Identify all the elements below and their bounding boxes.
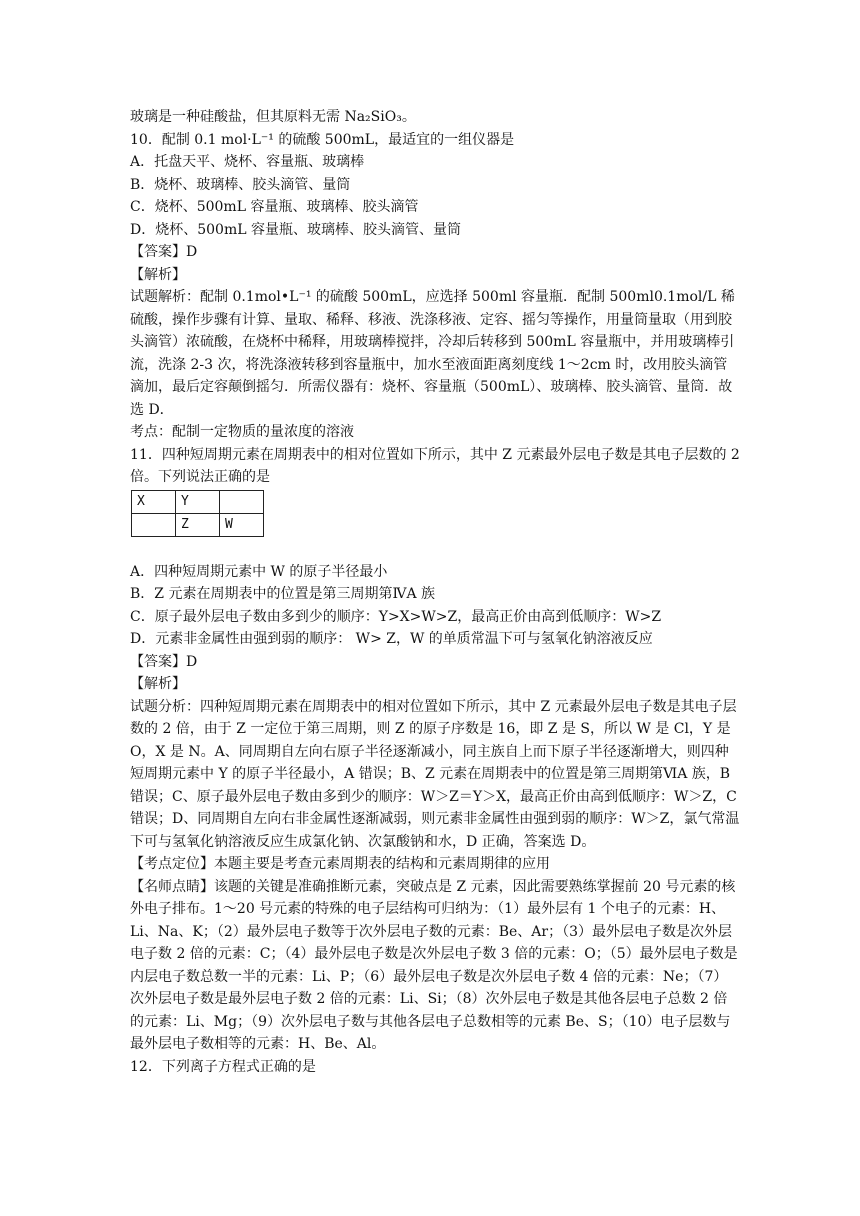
- answer-label: 【答案】D: [130, 244, 198, 260]
- exam-point-location: 【考点定位】本题主要是考查元素周期表的结构和元素周期律的应用: [130, 856, 550, 872]
- table-row: [132, 513, 264, 536]
- option-c: C．原子最外层电子数由多到少的顺序：Y>X>W>Z，最高正价由高到低顺序：W>Z: [130, 608, 662, 625]
- question-12-stem: 12．下列离子方程式正确的是: [130, 1058, 316, 1075]
- analysis-paragraph: 试题解析：配制 0.1mol•L⁻¹ 的硫酸 500mL，应选择 500ml 容量瓶．配制 500ml0.1mol/L 稀硫酸，操作步骤有计算、量取、稀释、移液、洗涤移液、定容、摇匀等操作，用量筒量取（用到胶头滴管）浓硫酸，在烧杯中稀释，用玻璃棒搅拌，冷却后转移到 500mL 容量瓶中，并用玻璃棒引流，洗涤 2-3 次，将洗涤液转移到容量瓶中，加水至液面距离刻度线 1～2cm 时，改用胶头滴管滴加，最后定容颠倒摇匀．所需仪器有：烧杯、容量瓶（500mL）、玻璃棒、胶头滴管、量筒．故选 D．: [130, 289, 735, 418]
- text-line: 玻璃是一种硅酸盐，但其原料无需 Na₂SiO₃。: [130, 109, 416, 125]
- option-a: A．四种短周期元素中 W 的原子半径最小: [130, 563, 388, 580]
- analysis-label: 【解析】: [130, 676, 186, 692]
- table-cell: Z: [176, 513, 220, 536]
- table-cell: W: [220, 513, 264, 536]
- table-cell: X: [132, 490, 176, 513]
- option-a: A．托盘天平、烧杯、容量瓶、玻璃棒: [130, 154, 365, 170]
- document-body: [130, 106, 740, 1078]
- knowledge-point: 考点：配制一定物质的量浓度的溶液: [130, 424, 354, 440]
- teacher-tip: 【名师点睛】该题的关键是准确推断元素，突破点是 Z 元素，因此需要熟练掌握前 20 号元素的核外电子排布。1～20 号元素的特殊的电子层结构可归纳为：（1）最外层有 1 个电子的元素：H、Li、Na、K；（2）最外层电子数等于次外层电子数的元素：Be、Ar；（3）最外层电子数是次外层电子数 2 倍的元素：C；（4）最外层电子数是次外层电子数 3 倍的元素：O；（5）最外层电子数是内层电子数总数一半的元素：Li、P；（6）最外层电子数是次外层电子数 4 倍的元素：Ne；（7）次外层电子数是最外层电子数 2 倍的元素：Li、Si；（8）次外层电子数是其他各层电子总数 2 倍的元素：Li、Mg；（9）次外层电子数与其他各层电子总数相等的元素 Be、S；（10）电子层数与最外层电子数相等的元素：H、Be、Al。: [130, 878, 738, 1052]
- option-d: D．烧杯、500mL 容量瓶、玻璃棒、胶头滴管、量筒: [130, 221, 461, 238]
- table-row: [132, 490, 264, 513]
- table-cell: [132, 513, 176, 536]
- question-10-stem: 10．配制 0.1 mol·L⁻¹ 的硫酸 500mL，最适宜的一组仪器是: [130, 131, 515, 148]
- question-11-stem: 11．四种短周期元素在周期表中的相对位置如下所示，其中 Z 元素最外层电子数是其电子层数的 2 倍。下列说法正确的是: [130, 446, 740, 485]
- element-position-table: [131, 490, 264, 537]
- table-cell: [220, 490, 264, 513]
- option-d: D．元素非金属性由强到弱的顺序： W> Z，W 的单质常温下可与氢氧化钠溶液反应: [130, 631, 653, 647]
- analysis-label: 【解析】: [130, 266, 186, 283]
- option-b: B．Z 元素在周期表中的位置是第三周期第ⅣA 族: [130, 586, 436, 602]
- option-c: C．烧杯、500mL 容量瓶、玻璃棒、胶头滴管: [130, 199, 419, 215]
- table-cell: Y: [176, 490, 220, 513]
- analysis-paragraph: 试题分析：四种短周期元素在周期表中的相对位置如下所示，其中 Z 元素最外层电子数是其电子层数的 2 倍，由于 Z 一定位于第三周期，则 Z 的原子序数是 16，即 Z 是 S，所以 W 是 Cl，Y 是 O，X 是 N。A、同周期自左向右原子半径逐渐减小，同主族自上而下原子半径逐渐增大，则四种短周期元素中 Y 的原子半径最小，A 错误；B、Z 元素在周期表中的位置是第三周期第ⅥA 族，B 错误；C、原子最外层电子数由多到少的顺序：W＞Z＝Y＞X，最高正价由高到低顺序：W＞Z，C 错误；D、同周期自左向右非金属性逐渐减弱，则元素非金属性由强到弱的顺序：W＞Z，氯气常温下可与氢氧化钠溶液反应生成氯化钠、次氯酸钠和水，D 正确，答案选 D。: [130, 698, 740, 850]
- answer-label: 【答案】D: [130, 653, 198, 670]
- option-b: B．烧杯、玻璃棒、胶头滴管、量筒: [130, 176, 351, 193]
